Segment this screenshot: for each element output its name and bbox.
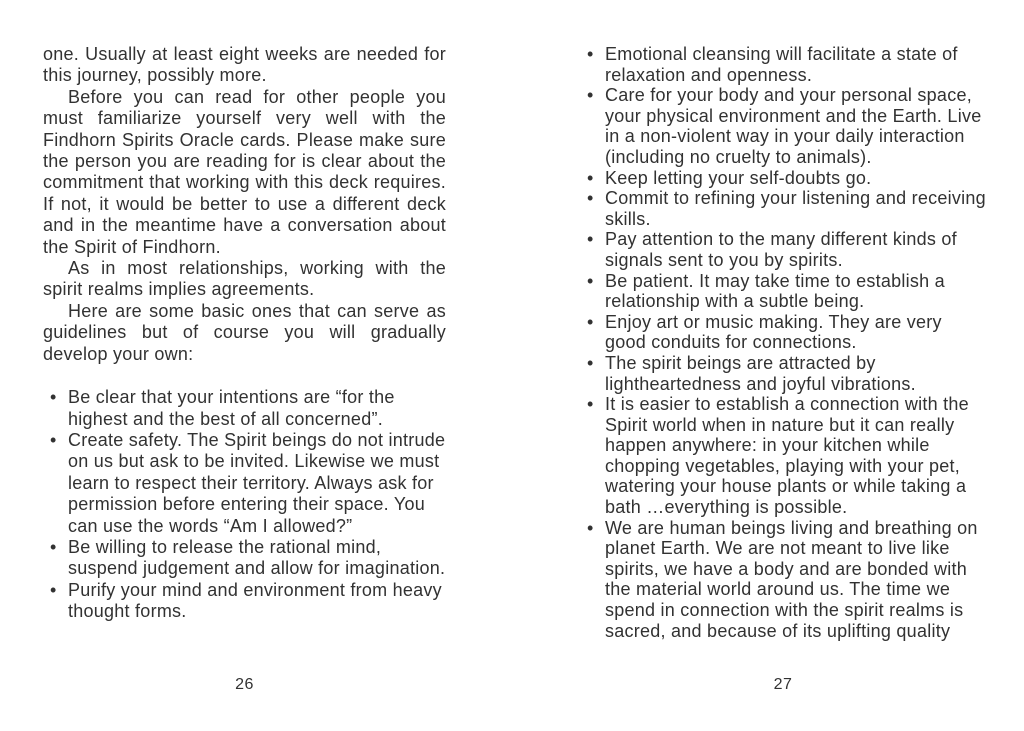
bullet-item (580, 229, 986, 270)
bullet-item (580, 85, 986, 167)
bullet-text: Commit to refining your listening and receiving skills. (605, 188, 986, 229)
bullet-item (43, 387, 446, 430)
bullet-text: Be clear that your intentions are “for the highest and the best of all concerned”. (68, 387, 395, 429)
bullet-item (580, 353, 986, 394)
left-paragraphs (43, 44, 446, 365)
bullet-text: We are human beings living and breathing on planet Earth. We are not meant to live like spirits, we have a body and are bonded with the material world around us. The time we spend in connection with the spirit realms is sacred, and because of its uplifting quality (605, 517, 978, 641)
paragraph: one. Usually at least eight weeks are needed for this journey, possibly more. (43, 44, 446, 86)
bullet-item (43, 580, 446, 623)
page-left (43, 44, 446, 731)
bullet-icon: • (587, 352, 594, 373)
bullet-text: Enjoy art or music making. They are very good conduits for connections. (605, 311, 942, 353)
bullet-icon: • (50, 387, 57, 408)
bullet-item (580, 394, 986, 518)
bullet-icon: • (50, 579, 57, 600)
bullet-text: Keep letting your self-doubts go. (605, 167, 872, 188)
page-right (580, 44, 986, 731)
page-number-left: 26 (235, 676, 254, 693)
paragraph: Before you can read for other people you must familiarize yourself very well with the Findhorn Spirits Oracle cards. Please make sure the person you are reading for is clear about the commitment that working with this deck requires. If not, it would be better to use a different deck and in the meantime have a conversation about the Spirit of Findhorn. (43, 86, 446, 257)
bullet-icon: • (587, 188, 594, 209)
bullet-text: Pay attention to the many different kinds of signals sent to you by spirits. (605, 229, 957, 270)
bullet-item (580, 168, 986, 189)
bullet-icon: • (587, 270, 594, 291)
paragraph: Here are some basic ones that can serve as guidelines but of course you will gradually develop your own: (43, 300, 446, 364)
bullet-icon: • (50, 429, 57, 450)
bullet-icon: • (587, 311, 594, 332)
bullet-item (43, 430, 446, 537)
left-bullet-list (43, 387, 446, 622)
bullet-item (43, 537, 446, 580)
bullet-icon: • (587, 44, 594, 64)
bullet-item (580, 271, 986, 312)
bullet-icon: • (587, 167, 594, 188)
bullet-icon: • (587, 394, 594, 415)
bullet-icon: • (587, 517, 594, 538)
bullet-icon: • (587, 85, 594, 106)
bullet-text: Create safety. The Spirit beings do not intrude on us but ask to be invited. Likewise we must learn to respect their territory. Always ask for permission before entering their space. You can use the words “Am I allowed?” (68, 429, 446, 536)
bullet-text: Care for your body and your personal space, your physical environment and the Earth. Live in a non-violent way in your daily interaction (including no cruelty to animals). (605, 85, 982, 167)
bullet-text: Emotional cleansing will facilitate a state of relaxation and openness. (605, 44, 958, 85)
paragraph: As in most relationships, working with the spirit realms implies agreements. (43, 258, 446, 300)
bullet-item (580, 188, 986, 229)
bullet-item (580, 518, 986, 642)
bullet-text: It is easier to establish a connection with the Spirit world when in nature but it can really happen anywhere: in your kitchen while chopping vegetables, playing with your pet, watering your house plants or while taking a bath …everything is possible. (605, 394, 969, 518)
bullet-item (580, 44, 986, 85)
bullet-icon: • (50, 536, 57, 557)
bullet-icon: • (587, 229, 594, 250)
right-bullet-list (580, 44, 986, 641)
bullet-text: Be willing to release the rational mind, suspend judgement and allow for imagination. (68, 536, 446, 579)
bullet-text: Be patient. It may take time to establish a relationship with a subtle being. (605, 270, 945, 312)
bullet-text: Purify your mind and environment from heavy thought forms. (68, 579, 442, 622)
page-number-right: 27 (773, 676, 793, 693)
bullet-text: The spirit beings are attracted by lightheartedness and joyful vibrations. (605, 352, 916, 394)
bullet-item (580, 312, 986, 353)
